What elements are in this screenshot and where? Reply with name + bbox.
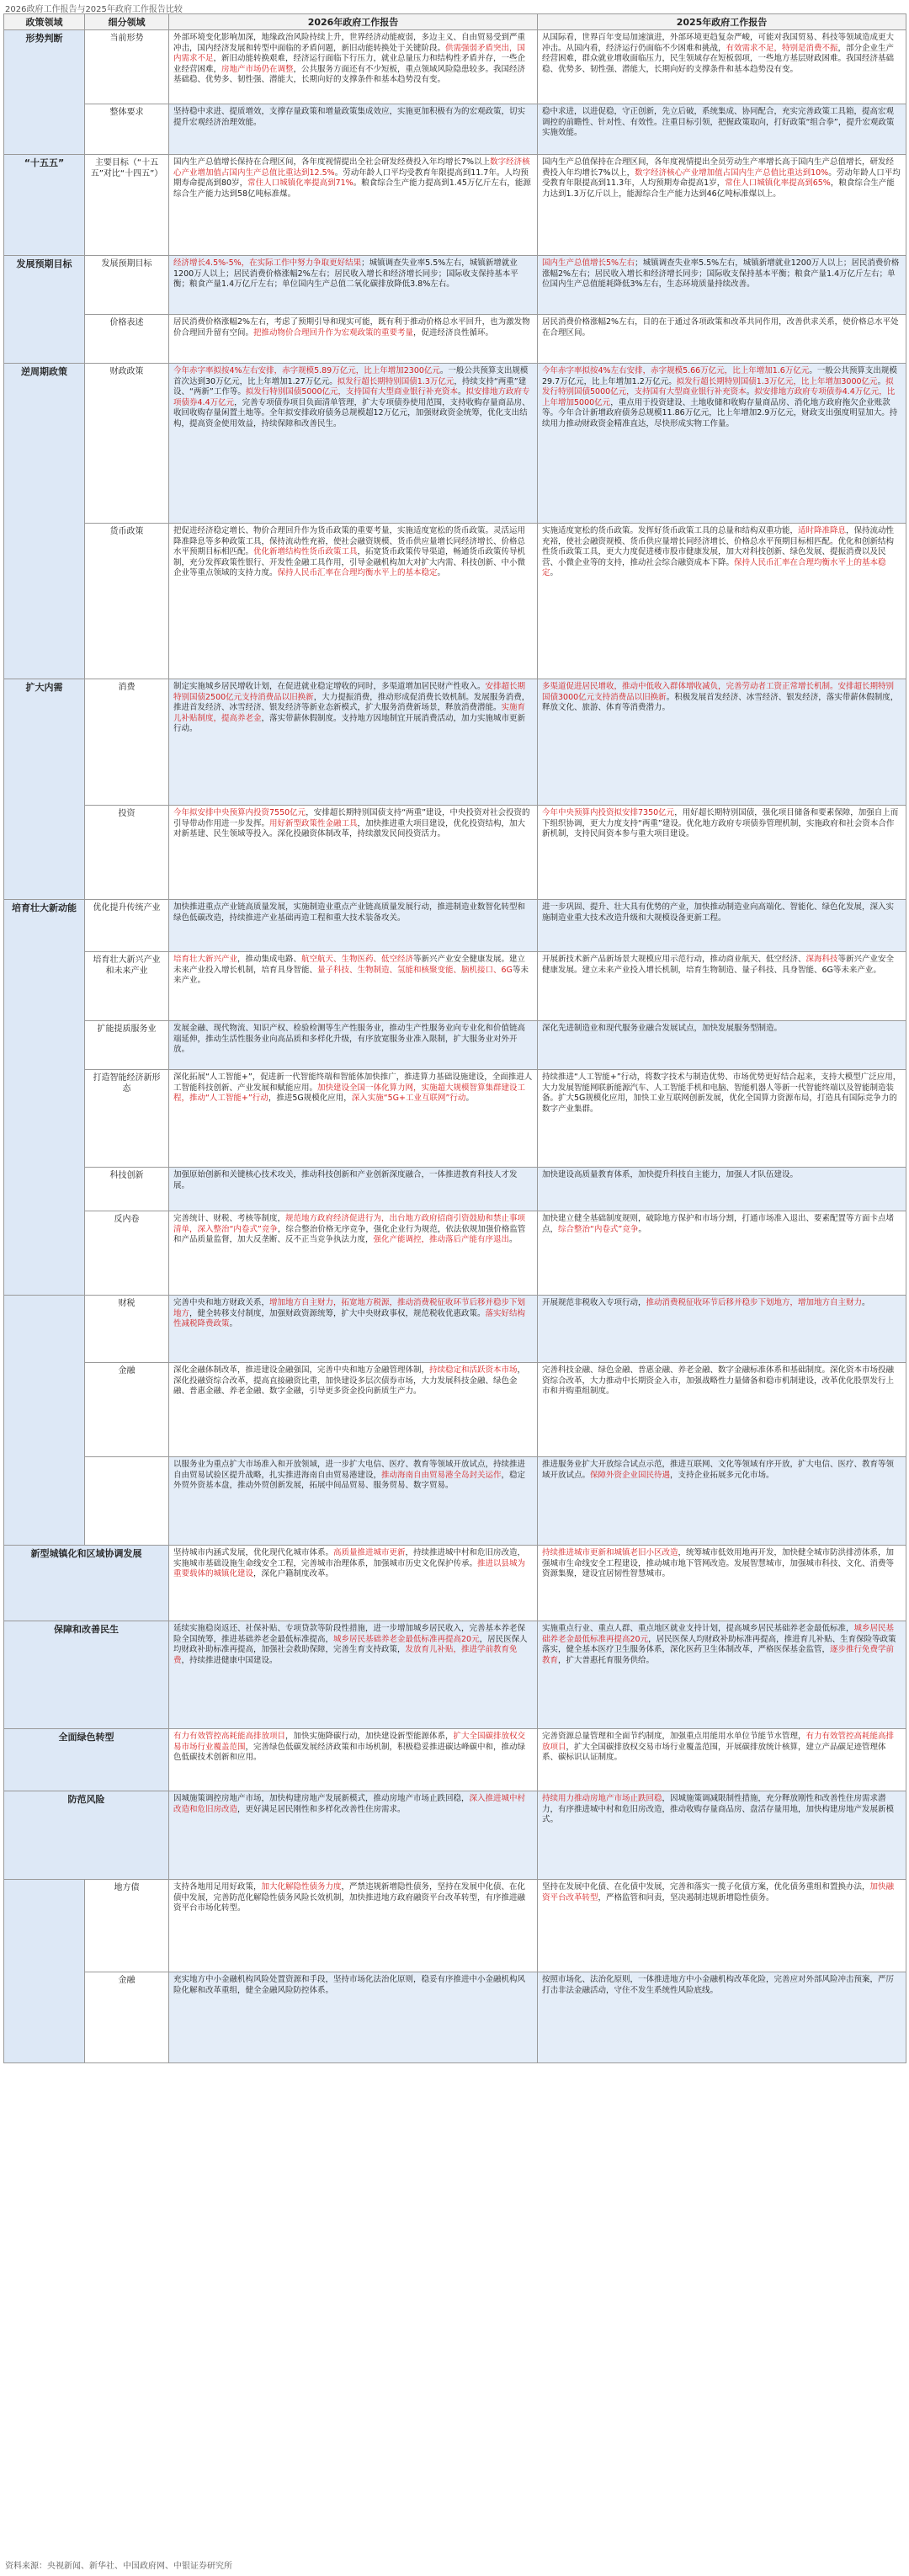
report-2026-cell [169, 1021, 538, 1070]
table-row [4, 30, 906, 104]
report-2026-segment: 等未来产业。 [173, 965, 529, 985]
report-2025-segment: 。 [746, 387, 755, 397]
subdomain-cell: 消费 [85, 679, 169, 806]
report-2026-segment: ，推动集成电路、 [237, 955, 302, 964]
report-2025-segment: 按照市场化、法治化原则，一体推进地方中小金融机构改革化险，完善应对外部风险冲击预案，严厉打击非法金融活动，守住不发生系统性风险底线。 [542, 1975, 895, 1995]
report-2026-segment: 充实地方中小金融机构风险处置资源和手段，坚持市场化法治化原则，稳妥有序推进中小金融机构风险化解和改革重组，健全金融风险防控体系。 [173, 1975, 526, 1995]
report-2026-cell [169, 315, 538, 364]
report-2026-segment: 。 [437, 568, 446, 577]
report-2026-segment: 航空航天、生物医药、低空经济 [301, 955, 414, 964]
caption: 2026政府工作报告与2025年政府工作报告比较 [5, 5, 183, 14]
table-row [4, 1546, 906, 1621]
table-row [4, 1296, 906, 1363]
report-2026-segment: ，完善绿色低碳发展经济政策和市场机制，积极稳妥推进碳达峰碳中和，推动绿色低碳技术创新和应用。 [173, 1742, 526, 1762]
subdomain-cell: 打造智能经济新形态 [85, 1070, 169, 1168]
report-2026-cell [169, 1791, 538, 1880]
report-2025-cell [538, 315, 906, 364]
report-2026-segment: 。劳动年龄人口平均受教育年限提高到11.7年。人均预期寿命提高到80岁， [173, 168, 529, 188]
report-2025-segment: ，严格监管和问责，坚决遏制违规新增隐性债务。 [598, 1892, 774, 1903]
report-2026-segment: ；城镇调查失业率5.5%左右，城镇新增就业1200万人以上；居民消费价格涨幅2%左右；居民收入增长和经济增长同步；国际收支保持基本平衡；粮食产量1.4万亿斤左右；单位国内生产总值二氧化碳排放降低3.8%左右。 [173, 258, 518, 289]
report-2025-segment: 适时降准降息 [798, 526, 847, 535]
report-2025-cell [538, 1880, 906, 1972]
subdomain-cell: 财税 [85, 1296, 169, 1363]
report-2026-segment: ，加快推进重大项目建设，优化投资结构，加大对新基建、民生领域等投入。深化投融资体制改革，持续激发民间投资活力。 [173, 818, 526, 838]
report-2026-segment: 量子科技、生物制造、氢能和核聚变能、脑机接口、6G [317, 965, 513, 975]
report-2025-cell [538, 1363, 906, 1457]
report-2025-cell [538, 900, 906, 952]
report-2026-segment: ，严禁违规新增隐性债务，坚持在发展中化债、在化债中发展，完善防范化解隐性债务风险长效机制，加快推进地方政府融资平台改革转型，有序推进融资平台市场化转型。 [173, 1882, 526, 1913]
subdomain-cell: 扩能提质服务业 [85, 1021, 169, 1070]
table-row [4, 256, 906, 315]
report-2026-segment: 用好新型政策性金融工具 [269, 818, 358, 828]
report-2025-segment: 持续推进城市更新和城镇老旧小区改造 [542, 1548, 678, 1557]
report-2025-segment: 加快建设高质量教育体系，加快提升科技自主能力，加强人才队伍建设。 [542, 1170, 799, 1179]
report-2026-segment: ，深化投融资综合改革，提高直接融资比重，加快建设多层次债券市场，大力发展科技金融、绿色金融、普惠金融、养老金融、数字金融，引导更多资金投向新质生产力。 [173, 1365, 526, 1396]
report-2026-segment: ，加快实施降碳行动，加快建设新型能源体系， [285, 1732, 454, 1741]
report-2026-segment: 等新兴产业安全健康发展。建立未来产业投入增长机制，培育具身智能、 [173, 955, 526, 975]
report-2026-segment: 培育壮大新兴产业 [173, 955, 238, 964]
report-2026-segment: ，深化户籍制度改革。 [253, 1569, 334, 1578]
report-2026-segment: 发展金融、现代物流、知识产权、检验检测等生产性服务业，推动生产性服务业向专业化和价值链高端延伸，推动生活性服务业向高品质和多样化升级，有序放宽服务业准入限制，扩大服务业对外开放。 [173, 1024, 526, 1054]
table-row [4, 1457, 906, 1546]
report-2025-segment: 持续用力推动房地产市场止跌回稳 [542, 1794, 662, 1803]
report-2025-segment: ，部分企业生产经营困难，群众就业增收面临压力，民生领域存在短板弱项，一些地方基层财政困难。我国经济基础稳、优势多、韧性强、潜能大，长期向好的支撑条件和基本趋势没有变。 [542, 43, 895, 74]
report-2026-segment: 实施育儿补贴制度，提高养老金 [173, 703, 526, 723]
report-2025-cell [538, 524, 906, 679]
subdomain-cell: 发展预期目标 [85, 256, 169, 315]
report-2026-segment: 。 [509, 1235, 518, 1244]
report-2026-segment: 深入实施“5G+工业互联网”行动 [351, 1094, 466, 1103]
table-header-row [4, 14, 906, 30]
report-2026-segment: 坚持稳中求进、提质增效，支撑存量政策和增量政策集成效应，实施更加积极有为的宏观政策，切实提升宏观经济治理效能。 [173, 107, 526, 127]
report-2026-cell [169, 1546, 538, 1621]
report-2025-segment: 进一步巩固、提升、壮大具有优势的产业，加快推动制造业向高端化、智能化、绿色化发展，深入实施制造业重大技术改造升级和大规模设备更新工程。 [542, 902, 895, 923]
report-2026-segment: 加快推进重点产业链高质量发展，实施制造业重点产业链高质量发展行动，推进制造业数智化转型和绿色低碳改造，持续推进产业基础再造工程和重大技术装备攻关。 [173, 902, 526, 923]
report-2025-segment: 。 [550, 568, 559, 577]
report-2026-segment: 外部环境变化影响加深，地缘政治风险持续上升，世界经济动能疲弱，多边主义、自由贸易受到严重冲击，国内经济发展和转型中面临的矛盾问题，新旧动能转换处于关键阶段。 [173, 33, 526, 53]
report-2025-cell [538, 256, 906, 315]
report-2025-segment: 有力有效管控高耗能高排放项目 [542, 1732, 895, 1752]
subdomain-cell: 科技创新 [85, 1168, 169, 1211]
report-2026-segment: ，持续支持“两重”建设、“两新”工作等。 [173, 376, 527, 397]
table-row [4, 104, 906, 155]
table-row [4, 1211, 906, 1296]
report-2025-segment: 完善资源总量管理和全面节约制度，加强重点用能用水单位节能节水管理， [542, 1732, 806, 1741]
report-2025-segment: 推动消费税征收环节后移并稳步下划地方，增加地方自主财力 [646, 1298, 863, 1307]
table-row [4, 1070, 906, 1168]
report-2026-segment: 城乡居民基础养老金最低标准再提高20元 [333, 1634, 480, 1644]
policy-domain-cell: 新型城镇化和区域协调发展 [4, 1546, 169, 1621]
report-2025-segment: ，重点用于投资建设、土地收储和收购存量商品房、消化地方政府拖欠企业账款等。今年合计新增政府债务总规模11.86万亿元，比上年增加2.9万亿元，财政支出强度明显加大。持续用力推动财政资金精准直达，尽快形成实物工作量。 [542, 397, 898, 428]
report-2026-segment: 制定实施城乡居民增收计划，在促进就业稳定增收的同时，多渠道增加居民财产性收入。 [173, 682, 486, 691]
report-2026-segment: 支持各地用足用好政策， [173, 1882, 262, 1892]
report-2025-cell [538, 1070, 906, 1168]
report-2026-segment: ，促进经济良性循环。 [413, 327, 494, 338]
report-2025-segment: 加快建立健全基础制度规则，破除地方保护和市场分割，打通市场准入退出、要素配置等方面卡点堵点， [542, 1214, 895, 1234]
report-2025-segment: 稳中求进，以进促稳，守正创新，先立后破，系统集成、协同配合，充实完善政策工具箱，提高宏观调控的前瞻性、针对性、有效性。注重目标引领，把握政策取向，打好政策“组合拳”，提升宏观政策实施效能。 [542, 107, 895, 137]
report-2026-cell [169, 679, 538, 806]
report-2026-segment: 深入推进城中村改造和危旧房改造 [173, 1794, 526, 1814]
policy-domain-cell [4, 1880, 85, 2063]
report-2026-cell [169, 952, 538, 1021]
report-2025-segment: 有效需求不足，特别是消费不振 [726, 43, 838, 53]
report-2026-segment: 加强原始创新和关键核心技术攻关，推动科技创新和产业创新深度融合，一体推进教育科技人才发展。 [173, 1170, 518, 1190]
report-2026-cell [169, 1621, 538, 1729]
policy-domain-cell: “十五五” [4, 155, 85, 256]
report-2026-segment: 规范地方政府经济促进行为，出台地方政府招商引资鼓励和禁止事项清单，深入整治“内卷式”竞争 [173, 1214, 526, 1234]
report-2025-segment: 今年中央预算内投资拟安排7350亿元 [542, 808, 675, 817]
report-2025-cell [538, 104, 906, 155]
subdomain-cell: 金融 [85, 1972, 169, 2063]
report-2026-segment: 。粮食综合生产能力提高到1.45万亿斤左右，能源综合生产能力达到58亿吨标准煤。 [173, 178, 531, 199]
report-2026-segment: 以服务业为重点扩大市场准入和开放领域，进一步扩大电信、医疗、教育等领域开放试点，持续推进自由贸易试验区提升战略，扎实推进海南自由贸易港建设， [173, 1460, 526, 1480]
report-2026-cell [169, 806, 538, 900]
table-row [4, 1729, 906, 1791]
report-2025-segment: 逐步推行免费学前教育 [542, 1645, 895, 1665]
policy-domain-cell: 全面绿色转型 [4, 1729, 169, 1791]
report-2025-segment: 保障外资企业国民待遇 [590, 1470, 671, 1480]
report-2025-segment: 数字经济核心产业增加值占国内生产总值比重达到10% [635, 168, 829, 178]
table-row [4, 364, 906, 524]
report-2026-segment: 推动海南自由贸易港全岛封关运作 [381, 1470, 502, 1480]
header-2026: 2026年政府工作报告 [169, 14, 538, 30]
report-2026-segment: 。 [229, 1319, 238, 1328]
report-2025-segment: ，支持企业拓展多元化市场。 [670, 1470, 774, 1480]
report-2025-segment: ，扩大普惠托育服务供给。 [558, 1655, 655, 1665]
report-2025-segment: 拟发行超长期特别国债1.3万亿元，比上年增加3000亿元 [676, 376, 878, 386]
report-2025-segment: 实施适度宽松的货币政策。发挥好货币政策工具的总量和结构双重功能， [542, 526, 799, 535]
table-row [4, 1791, 906, 1880]
report-2025-segment: 拟发行特别国债5000亿元，支持国有大型商业银行补充资本 [542, 376, 894, 397]
subdomain-cell: 主要目标（“十五五”对比“十四五”） [85, 155, 169, 256]
policy-domain-cell: 形势判断 [4, 30, 85, 155]
report-2025-segment: 开展新技术新产品新场景大规模应用示范行动，推动商业航天、低空经济、 [542, 955, 806, 964]
report-2025-cell [538, 1972, 906, 2063]
table-row [4, 155, 906, 256]
policy-domain-cell: 扩大内需 [4, 679, 85, 900]
report-2026-cell [169, 524, 538, 679]
table-row [4, 1621, 906, 1729]
header-subdomain: 细分领域 [85, 14, 169, 30]
report-2026-segment: 经济增长4.5%-5%，在实际工作中努力争取更好结果 [173, 258, 362, 268]
report-2026-segment: ，大力提振消费，推动形成促消费长效机制。发展服务消费，推进首发经济、冰雪经济、银发经济等新业态新模式，扩大服务消费新场景，释放消费潜能。 [173, 692, 530, 712]
table-row [4, 1168, 906, 1211]
report-2026-segment: 完善中央和地方财政关系， [173, 1298, 270, 1307]
report-2026-segment: 安排超长期特别国债2500亿元支持消费品以旧换新 [173, 682, 526, 702]
subdomain-cell: 优化提升传统产业 [85, 900, 169, 952]
report-2026-segment: 保持人民币汇率在合理均衡水平上的基本稳定 [277, 568, 438, 577]
subdomain-cell: 投资 [85, 806, 169, 900]
report-2026-segment: 因城施策调控房地产市场，加快构建房地产发展新模式，推动房地产市场止跌回稳， [173, 1794, 470, 1803]
report-2025-segment: 保持人民币汇率在合理均衡水平上的基本稳定 [542, 557, 886, 577]
table-row [4, 952, 906, 1021]
report-2026-cell [169, 1880, 538, 1972]
policy-domain-cell: 保障和改善民生 [4, 1621, 169, 1729]
policy-domain-cell: 培育壮大新动能 [4, 900, 85, 1296]
report-2026-cell [169, 1363, 538, 1457]
report-2025-segment: ；城镇调查失业率5.5%左右，城镇新增就业1200万人以上；居民消费价格涨幅2%左右；居民收入增长和经济增长同步；国际收支保持基本平衡；粮食产量1.4万亿斤左右；单位国内生产总值能耗降低3%左右，生态环境质量持续改善。 [542, 258, 900, 289]
report-2025-segment: 。劳动年龄人口平均受教育年限提高到11.3年，人均预期寿命提高1岁， [542, 168, 901, 188]
report-2025-segment: 。 [862, 1298, 870, 1307]
report-2026-cell [169, 1972, 538, 2063]
report-2025-segment: ，用好超长期特别国债，强化项目储备和要素保障，加强自上而下组织协调，更大力度支持“两重”建设。优化地方政府专项债券管理机制，实施政府和社会资本合作新机制，支持民间资本参与重大项目建设。 [542, 808, 899, 838]
report-2026-segment: 强化产能调控，推动落后产能有序退出 [373, 1235, 510, 1244]
report-2025-cell [538, 1021, 906, 1070]
report-2026-cell [169, 1070, 538, 1168]
report-2025-segment: 持续推进“人工智能+”行动，将数字技术与制造优势、市场优势更好结合起来，支持大模型广泛应用，大力发展智能网联新能源汽车、人工智能手机和电脑、智能机器人等新一代智能终端以及智能制造装备。扩大5G规模化应用，加快工业互联网创新发展，优化全国算力资源布局，打造具有国际竞争力的数字产业集群。 [542, 1072, 901, 1114]
report-2026-cell [169, 364, 538, 524]
report-2025-segment: 。 [638, 1224, 646, 1234]
report-2025-segment: 。积极发展首发经济、冰雪经济、银发经济，落实带薪休假制度，释放文化、旅游、体育等消费潜力。 [542, 692, 899, 712]
report-2026-segment: 今年赤字率拟按4%左右安排，赤字规模5.89万亿元，比上年增加2300亿元 [173, 366, 440, 375]
report-2026-cell [169, 1296, 538, 1363]
subdomain-cell: 反内卷 [85, 1211, 169, 1296]
report-2025-cell [538, 155, 906, 256]
report-2026-segment: 增加地方自主财力，拓宽地方税源，推动消费税征收环节后移并稳步下划地方 [173, 1298, 526, 1318]
report-2026-segment: 优化新增结构性货币政策工具 [253, 547, 358, 556]
report-2025-segment: 深海科技 [805, 955, 838, 964]
report-2025-segment: 常住人口城镇化率提高到65% [725, 178, 831, 188]
report-2026-segment: 深化拓展“人工智能+”，促进新一代智能终端和智能体加快推广，推进算力基础设施建设，全面推进人工智能科技创新、产业发展和赋能应用。 [173, 1072, 533, 1093]
subdomain-cell: 财政政策 [85, 364, 169, 524]
report-2026-segment: ，居民医保人均财政补助标准再提高，加强社会救助保障，完善生育支持政策， [173, 1634, 528, 1654]
subdomain-cell: 培育壮大新兴产业和未来产业 [85, 952, 169, 1021]
subdomain-cell: 金融 [85, 1363, 169, 1457]
report-2025-segment: ，统筹城市低效用地再开发，加快健全城市防洪排涝体系，加强城市生命线安全工程建设，推动城市地下管网改造。发展智慧城市，加强城市科技、文化、消费等资源集聚，建设宜居韧性智慧城市。 [542, 1548, 895, 1578]
report-2026-segment: ，完善专项债券项目负面清单管理，扩大专项债券使用范围，支持收购存量商品房、收回收购存量闲置土地等。全年拟安排政府债务总规模超12万亿元，加强财政资金统筹，优化支出结构，提高资金使用效益，持续保障和改善民生。 [173, 397, 530, 428]
report-2025-segment: 综合整治“内卷式”竞争 [558, 1224, 639, 1234]
report-2025-cell [538, 1457, 906, 1546]
report-2026-segment: 供需强弱矛盾突出，国内需求不足 [173, 43, 526, 63]
report-2026-segment: ，安排超长期特别国债支持“两重”建设，中央投资对社会投资的引导带动作用进一步发挥。 [173, 808, 530, 828]
report-2025-cell [538, 952, 906, 1021]
report-2025-cell [538, 1546, 906, 1621]
policy-domain-cell [4, 1296, 85, 1546]
report-2025-segment: 等新兴产业安全健康发展。建立未来产业投入增长机制，培育生物制造、量子科技、具身智能、6G等未来产业。 [542, 955, 895, 975]
report-2025-cell [538, 1168, 906, 1211]
table-row [4, 1972, 906, 2063]
report-2026-segment: ，更好满足居民刚性和多样化改善性住房需求。 [237, 1804, 406, 1814]
report-2026-segment: ，推进5G规模化应用， [268, 1094, 352, 1103]
report-2026-segment: 高质量推进城市更新 [333, 1548, 406, 1557]
report-2025-segment: 国内生产总值增长5%左右 [542, 258, 635, 268]
report-2025-segment: ，居民医保人均财政补助标准再提高，推进育儿补贴、生育保险等政策落实，健全基本医疗卫生服务体系，深化医药卫生体制改革，严格医保基金监管， [542, 1634, 896, 1654]
report-2026-segment: 。 [465, 1094, 474, 1103]
subdomain-cell: 价格表述 [85, 315, 169, 364]
report-2026-segment: ，健全转移支付制度，加强财政资源统筹，扩大中央财政事权，规范税收优惠政策。 [189, 1308, 486, 1318]
report-2025-cell [538, 1621, 906, 1729]
report-2025-segment: 。一般公共预算支出规模29.7万亿元，比上年增加1.2万亿元。 [542, 366, 897, 386]
report-2026-segment: ，拓宽货币政策传导渠道，畅通货币政策传导机制，充分发挥政策性银行、开发性金融工具作用，引导金融机构加大对扩大内需、科技创新、中小微企业等重点领域的支持力度。 [173, 547, 526, 577]
report-2026-segment: 把促进经济稳定增长、物价合理回升作为货币政策的重要考量，实施适度宽松的货币政策。灵活运用降准降息等多种政策工具，保持流动性充裕，使社会融资规模、货币供应量增长同经济增长、价格总水平预期目标相匹配。 [173, 526, 526, 556]
report-2025-cell [538, 1296, 906, 1363]
subdomain-cell: 货币政策 [85, 524, 169, 679]
report-2026-segment: 加快建设全国一体化算力网，实施超大规模智算集群建设工程，推动“人工智能+”行动 [173, 1083, 526, 1103]
report-2026-cell [169, 30, 538, 104]
subdomain-cell: 整体要求 [85, 104, 169, 155]
report-2026-segment: 落实好结构性减税降费政策 [173, 1308, 526, 1328]
report-2025-segment: 坚持在发展中化债、在化债中发展，完善和落实一揽子化债方案，优化债务重组和置换办法， [542, 1882, 870, 1892]
report-2026-segment: 扩大全国碳排放权交易市场行业覆盖范围 [173, 1732, 526, 1752]
report-2025-cell [538, 1211, 906, 1296]
comparison-table [3, 13, 906, 2063]
report-2026-segment: 。一般公共预算支出规模首次达到30万亿元，比上年增加1.27万亿元。 [173, 366, 529, 386]
subdomain-cell: 当前形势 [85, 30, 169, 104]
report-2026-segment: ，持续推进健康中国建设。 [181, 1655, 278, 1665]
table-row [4, 1363, 906, 1457]
report-2026-segment: 数字经济核心产业增加值占国内生产总值比重达到12.5% [173, 157, 530, 178]
report-2026-segment: 把推动物价合理回升作为宏观政策的重要考量 [253, 327, 414, 338]
report-2025-cell [538, 806, 906, 900]
report-2026-segment: 今年拟安排中央预算内投资7550亿元 [173, 808, 306, 817]
table-row [4, 679, 906, 806]
report-2025-segment: ，保持流动性充裕，使社会融资规模、货币供应量增长同经济增长、价格总水平预期目标相匹配。优化和创新结构性货币政策工具，更大力度促进楼市股市健康发展，加大对科技创新、绿色发展、提振消费以及民营、小微企业等的支持，推动社会综合融资成本下降。 [542, 526, 895, 567]
table-row [4, 806, 906, 900]
report-2025-segment: ，因城施策调减限制性措施，充分释放刚性和改善性住房需求潜力，有序推进城中村和危旧房改造，推动收购存量商品房、盘活存量用地，加快构建房地产发展新模式。 [542, 1794, 895, 1824]
table-row [4, 315, 906, 364]
subdomain-cell: 地方债 [85, 1880, 169, 1972]
report-2026-segment: 常住人口城镇化率提高到71% [247, 178, 354, 188]
table-row [4, 524, 906, 679]
report-2026-segment: 房地产市场仍在调整 [221, 64, 294, 74]
report-2025-segment: 深化先进制造业和现代服务业融合发展试点，加快发展服务型制造。 [542, 1024, 783, 1033]
report-2025-segment: 完善科技金融、绿色金融、普惠金融、养老金融、数字金融标准体系和基础制度。深化资本市场投融资综合改革，大力推动中长期资金入市，加强战略性力量储备和稳市机制建设，改革优化股票发行上市和并购重组制度。 [542, 1365, 895, 1396]
report-2026-segment: 坚持城市内涵式发展，优化现代化城市体系。 [173, 1548, 334, 1557]
report-2026-segment: ，公共服务方面还有不少短板，重点领域风险隐患较多。我国经济基础稳、优势多、韧性强、潜能大，长期向好的支撑条件和基本趋势没有变。 [173, 64, 526, 84]
report-2026-cell [169, 1168, 538, 1211]
report-2025-cell [538, 1791, 906, 1880]
report-2026-cell [169, 104, 538, 155]
report-2026-cell [169, 1211, 538, 1296]
report-2025-cell [538, 30, 906, 104]
report-2026-segment: ，稳定外贸外资基本盘，推动外贸创新发展，拓展中间品贸易、服务贸易、数字贸易。 [173, 1470, 526, 1490]
subdomain-cell [85, 1457, 169, 1546]
policy-domain-cell: 发展预期目标 [4, 256, 85, 364]
report-2025-segment: ，粮食综合生产能力达到1.3万亿斤以上，能源综合生产能力达到46亿吨标准煤以上。 [542, 178, 895, 199]
report-2025-cell [538, 364, 906, 524]
header-domain: 政策领域 [4, 14, 85, 30]
report-2026-cell [169, 256, 538, 315]
report-2026-segment: ，持续推进城中村和危旧房改造，实施城市基础设施生命线安全工程，完善城市治理体系，加强城市历史文化保护传承。 [173, 1548, 526, 1568]
report-2026-segment: 持续稳定和活跃资本市场 [429, 1365, 518, 1375]
report-2025-segment: 拟安排地方政府专项债券4.4万亿元，比上年增加5000亿元 [542, 387, 896, 407]
report-2025-segment: 居民消费价格涨幅2%左右，目的在于通过各项政策和改革共同作用，改善供求关系，使价格总水平处在合理区间。 [542, 317, 899, 338]
report-2026-segment: 。 [458, 387, 466, 397]
report-2026-cell [169, 900, 538, 952]
report-2025-segment: 多渠道促进居民增收，推动中低收入群体增收减负，完善劳动者工资正常增长机制。 [542, 682, 838, 691]
policy-domain-cell: 逆周期政策 [4, 364, 85, 679]
report-2026-cell [169, 155, 538, 256]
report-2025-segment: 实施重点行业、重点人群、重点地区就业支持计划，提高城乡居民基础养老金最低标准， [542, 1624, 854, 1633]
report-2026-segment: 加大化解隐性债务力度 [261, 1882, 342, 1892]
report-2025-segment: ，扩大全国碳排放权交易市场行业覆盖范围，开展碳排放统计核算，建立产品碳足迹管理体系、碳标识认证制度。 [542, 1742, 886, 1762]
report-2025-cell [538, 679, 906, 806]
report-2025-segment: 开展规范非税收入专项行动， [542, 1298, 646, 1307]
table-row [4, 1880, 906, 1972]
report-2026-segment: ，落实带薪休假制度。支持地方因地制宜开展消费活动，加力实施城市更新行动。 [173, 713, 526, 733]
report-2026-segment: 推进以县城为重要载体的城镇化建设 [173, 1558, 526, 1578]
report-2026-cell [169, 1457, 538, 1546]
table-row [4, 900, 906, 952]
report-2025-segment: 推进服务业扩大开放综合试点示范，推进互联网、文化等领域有序开放，扩大电信、医疗、教育等领域开放试点。 [542, 1460, 895, 1480]
report-2026-cell [169, 1729, 538, 1791]
report-2025-segment: 安排超长期特别国债3000亿元支持消费品以旧换新 [542, 682, 895, 702]
report-2026-segment: 拟发行特别国债5000亿元，支持国有大型商业银行补充资本 [245, 387, 459, 397]
table-row [4, 1021, 906, 1070]
report-2026-segment: 发放育儿补贴，推进学前教育免费 [173, 1645, 518, 1665]
report-2025-segment: 国内生产总值保持在合理区间，各年度视情提出全员劳动生产率增长高于国内生产总值增长，研发经费投入年均增长7%以上， [542, 157, 895, 178]
header-2025: 2025年政府工作报告 [538, 14, 906, 30]
report-2026-segment: ，综合整治价格无序竞争，强化企业行为规范，依法依规加强价格监管和产品质量监督，加大反垄断、反不正当竞争执法力度， [173, 1224, 526, 1244]
report-2025-segment: 从国际看，世界百年变局加速演进，外部环境更趋复杂严峻，可能对我国贸易、科技等领域造成更大冲击。从国内看，经济运行仍面临不少困难和挑战， [542, 33, 895, 53]
report-2026-segment: 国内生产总值增长保持在合理区间，各年度视情提出全社会研发经费投入年均增长7%以上 [173, 157, 491, 167]
report-2025-segment: 。 [877, 376, 886, 386]
policy-domain-cell: 防范风险 [4, 1791, 169, 1880]
report-2026-segment: 拟发行超长期特别国债1.3万亿元 [337, 376, 454, 386]
report-2026-segment: 居民消费价格涨幅2%左右，考虑了预期引导和现实可能，既有利于推动价格总水平回升，也为激发物价合理回升留有空间。 [173, 317, 530, 338]
report-2025-segment: 城乡居民基础养老金最低标准再提高20元 [542, 1624, 895, 1644]
report-2026-segment: ，新旧动能转换艰难，经济运行面临下行压力，就业总量压力和结构性矛盾并存，一些企业经营困难， [173, 54, 526, 74]
report-2026-segment: 有力有效管控高耗能高排放项目 [173, 1732, 286, 1741]
report-2026-segment: 完善统计、财税、考核等制度， [173, 1214, 286, 1223]
report-2026-segment: 延续实施稳岗返还、社保补贴、专项贷款等阶段性措施，进一步增加城乡居民收入，完善基本养老保险全国统筹，推进基础养老金最低标准提高， [173, 1624, 526, 1644]
report-2025-cell [538, 1729, 906, 1791]
report-2025-segment: 今年赤字率拟按4%左右安排，赤字规模5.66万亿元，比上年增加1.6万亿元 [542, 366, 810, 375]
report-2026-segment: 深化金融体制改革，推进建设金融强国，完善中央和地方金融管理体制， [173, 1365, 430, 1375]
report-2025-segment: 加快融资平台改革转型 [542, 1882, 895, 1903]
report-2026-segment: 拟安排地方政府专项债券4.4万亿元 [173, 387, 530, 407]
source-note: 资料来源：央视新闻、新华社、中国政府网、中银证券研究所 [5, 2562, 232, 2571]
